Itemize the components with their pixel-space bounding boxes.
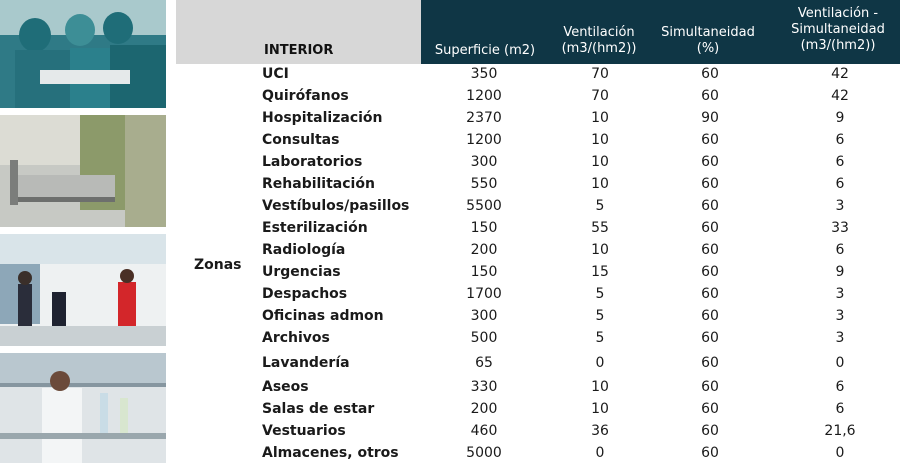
ventilacion-value: 5 (595, 308, 605, 324)
table-row (176, 239, 900, 261)
zone-name: UCI (262, 66, 289, 82)
ventilacion-simultaneidad-value: 6 (835, 132, 845, 148)
surgery-photo (0, 0, 166, 108)
simultaneidad-value: 60 (701, 445, 719, 461)
group-label: Zonas (194, 257, 242, 273)
ventilacion-value: 5 (595, 330, 605, 346)
section-title: INTERIOR (264, 43, 334, 58)
ventilacion-simultaneidad-value: 6 (835, 379, 845, 395)
superficie-value: 2370 (466, 110, 502, 126)
zone-name: Lavandería (262, 355, 350, 371)
col-header-ventilacion-simultaneidad: Ventilación - Simultaneidad (m3/(hm2)) (791, 6, 885, 53)
zone-name: Quirófanos (262, 88, 349, 104)
superficie-value: 300 (470, 308, 498, 324)
zone-name: Oficinas admon (262, 308, 384, 324)
simultaneidad-value: 60 (701, 242, 719, 258)
laboratory-photo (0, 353, 166, 463)
simultaneidad-value: 60 (701, 154, 719, 170)
superficie-value: 1200 (466, 88, 502, 104)
simultaneidad-value: 60 (701, 423, 719, 439)
table-row (176, 151, 900, 173)
table-row (176, 327, 900, 349)
table-row (176, 442, 900, 464)
table-row (176, 305, 900, 327)
zone-name: Hospitalización (262, 110, 383, 126)
table-row (176, 107, 900, 129)
zone-name: Vestuarios (262, 423, 346, 439)
superficie-value: 5000 (466, 445, 502, 461)
ventilacion-value: 5 (595, 198, 605, 214)
table-row (176, 217, 900, 239)
ventilacion-value: 5 (595, 286, 605, 302)
zone-name: Consultas (262, 132, 340, 148)
ventilacion-simultaneidad-value: 6 (835, 401, 845, 417)
simultaneidad-value: 90 (701, 110, 719, 126)
ventilacion-value: 15 (591, 264, 609, 280)
zone-name: Rehabilitación (262, 176, 375, 192)
table-row (176, 352, 900, 374)
col-header-simultaneidad: Simultaneidad (%) (661, 25, 755, 56)
superficie-value: 350 (470, 66, 498, 82)
zone-name: Archivos (262, 330, 330, 346)
table-row (176, 129, 900, 151)
ventilacion-simultaneidad-value: 6 (835, 242, 845, 258)
ventilacion-simultaneidad-value: 0 (835, 445, 845, 461)
simultaneidad-value: 60 (701, 132, 719, 148)
zone-name: Laboratorios (262, 154, 363, 170)
ventilacion-value: 10 (591, 176, 609, 192)
simultaneidad-value: 60 (701, 355, 719, 371)
superficie-value: 500 (470, 330, 498, 346)
zone-name: Salas de estar (262, 401, 375, 417)
simultaneidad-value: 60 (701, 379, 719, 395)
ventilacion-simultaneidad-value: 3 (835, 308, 845, 324)
superficie-value: 550 (470, 176, 498, 192)
simultaneidad-value: 60 (701, 330, 719, 346)
superficie-value: 300 (470, 154, 498, 170)
simultaneidad-value: 60 (701, 308, 719, 324)
table-row (176, 63, 900, 85)
ventilacion-simultaneidad-value: 0 (835, 355, 845, 371)
ventilacion-simultaneidad-value: 42 (831, 88, 849, 104)
table-row (176, 85, 900, 107)
ventilacion-value: 0 (595, 445, 605, 461)
table-row (176, 376, 900, 398)
ventilacion-value: 10 (591, 132, 609, 148)
ventilacion-value: 10 (591, 154, 609, 170)
ventilacion-value: 55 (591, 220, 609, 236)
simultaneidad-value: 60 (701, 286, 719, 302)
superficie-value: 65 (475, 355, 493, 371)
simultaneidad-value: 60 (701, 88, 719, 104)
ventilacion-simultaneidad-value: 3 (835, 198, 845, 214)
zone-name: Aseos (262, 379, 309, 395)
superficie-value: 200 (470, 401, 498, 417)
superficie-value: 1200 (466, 132, 502, 148)
ventilacion-simultaneidad-value: 3 (835, 330, 845, 346)
zone-name: Despachos (262, 286, 348, 302)
table-row (176, 420, 900, 442)
ventilacion-simultaneidad-value: 9 (835, 264, 845, 280)
superficie-value: 150 (470, 264, 498, 280)
zone-name: Vestíbulos/pasillos (262, 198, 410, 214)
col-header-ventilacion: Ventilación (m3/(hm2)) (561, 25, 637, 56)
table-row (176, 283, 900, 305)
simultaneidad-value: 60 (701, 66, 719, 82)
waiting-area-photo (0, 234, 166, 346)
superficie-value: 330 (470, 379, 498, 395)
simultaneidad-value: 60 (701, 220, 719, 236)
simultaneidad-value: 60 (701, 198, 719, 214)
zone-name: Urgencias (262, 264, 341, 280)
ventilacion-value: 10 (591, 110, 609, 126)
ventilacion-value: 70 (591, 66, 609, 82)
table-row (176, 398, 900, 420)
ventilacion-value: 0 (595, 355, 605, 371)
table-row (176, 195, 900, 217)
superficie-value: 200 (470, 242, 498, 258)
zone-name: Almacenes, otros (262, 445, 399, 461)
superficie-value: 5500 (466, 198, 502, 214)
ventilacion-simultaneidad-value: 6 (835, 176, 845, 192)
ventilacion-value: 36 (591, 423, 609, 439)
simultaneidad-value: 60 (701, 401, 719, 417)
superficie-value: 1700 (466, 286, 502, 302)
ventilacion-value: 10 (591, 379, 609, 395)
ventilacion-simultaneidad-value: 3 (835, 286, 845, 302)
col-header-superficie: Superficie (m2) (434, 43, 536, 58)
simultaneidad-value: 60 (701, 176, 719, 192)
ventilacion-simultaneidad-value: 33 (831, 220, 849, 236)
zone-name: Esterilización (262, 220, 368, 236)
zone-name: Radiología (262, 242, 346, 258)
superficie-value: 150 (470, 220, 498, 236)
ventilacion-simultaneidad-value: 6 (835, 154, 845, 170)
ventilacion-simultaneidad-value: 21,6 (824, 423, 856, 439)
ventilacion-value: 70 (591, 88, 609, 104)
ventilacion-simultaneidad-value: 42 (831, 66, 849, 82)
superficie-value: 460 (470, 423, 498, 439)
simultaneidad-value: 60 (701, 264, 719, 280)
ventilacion-value: 10 (591, 242, 609, 258)
table-row (176, 173, 900, 195)
hospital-room-photo (0, 115, 166, 227)
ventilacion-simultaneidad-value: 9 (835, 110, 845, 126)
table-row (176, 261, 900, 283)
ventilacion-value: 10 (591, 401, 609, 417)
